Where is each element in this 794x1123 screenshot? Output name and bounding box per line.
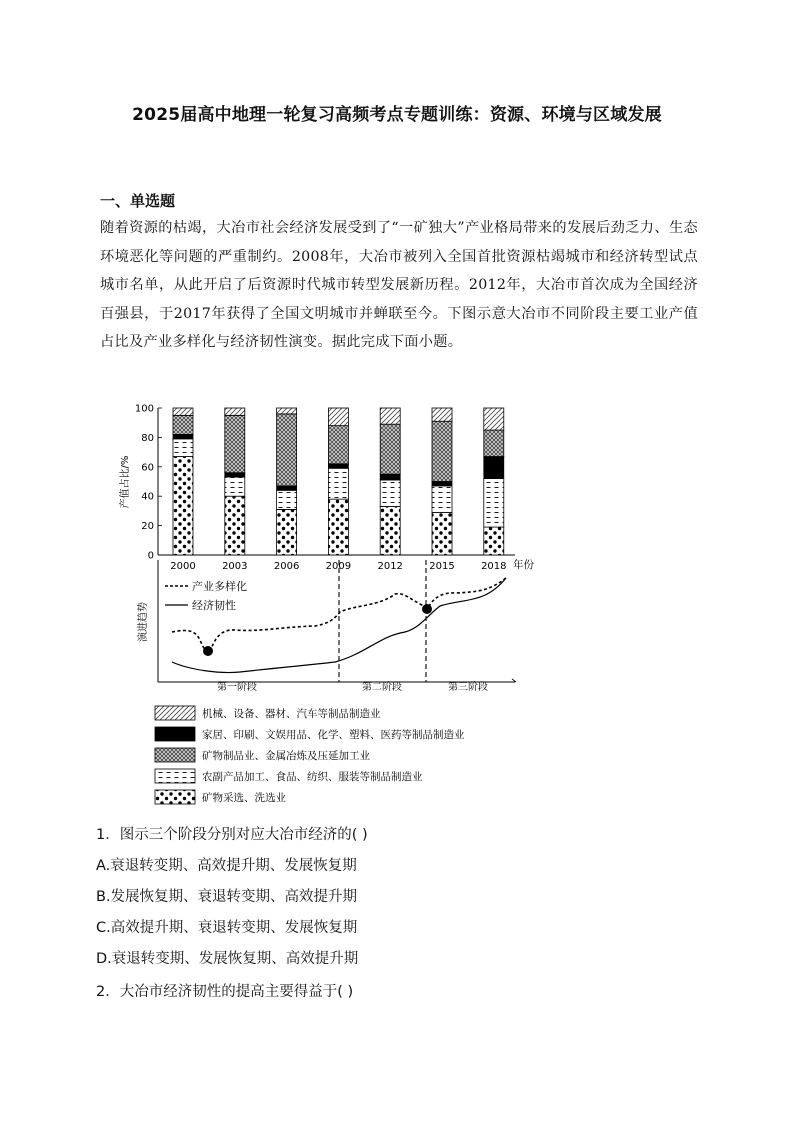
bar-segment <box>380 506 400 555</box>
x-tick-label: 2006 <box>273 561 300 572</box>
question-1-option-a: A.衰退转变期、高效提升期、发展恢复期 <box>96 858 357 874</box>
bar-segment <box>484 408 504 430</box>
bar-segment <box>328 468 348 499</box>
bar-segment <box>432 482 452 486</box>
bar-segment <box>380 474 400 480</box>
x-tick-labels <box>170 561 506 572</box>
y-tick-label: 80 <box>141 432 154 444</box>
bar-segment <box>225 415 245 472</box>
x-tick-label: 2000 <box>170 561 196 572</box>
diversification-low-point <box>203 646 213 656</box>
section-heading: 一、单选题 <box>100 192 176 210</box>
trend-panel <box>136 560 516 693</box>
page-title: 2025届高中地理一轮复习高频考点专题训练：资源、环境与区域发展 <box>132 105 662 125</box>
question-2-stem: 2．大冶市经济韧性的提高主要得益于( ) <box>96 984 354 1000</box>
y-tick-label: 40 <box>141 491 154 503</box>
bar-segment <box>328 408 348 426</box>
passage-text: 随着资源的枯竭，大冶市社会经济发展受到了“一矿独大”产业格局带来的发展后劲乏力、生态环境恶化等问题的严重制约。2008年，大冶市被列入全国首批资源枯竭城市和经济转型试点城市名单，从此开启了后资源时代城市转型发展新历程。2012年，大冶市首次成为全国经济百强县，于2017年获得了全国文明城市并蝉联至今。下图示意大冶市不同阶段主要工业产值占比及产业多样化与经济韧性演变。据此完成下面小题。 <box>100 220 698 350</box>
bar-segment <box>173 415 193 434</box>
bar-segment <box>432 421 452 481</box>
bar-segment <box>432 486 452 512</box>
legend-label-metallurgy: 矿物制品业、金属冶炼及压延加工业 <box>202 750 370 762</box>
bar-segment <box>484 430 504 456</box>
bar-segment <box>380 408 400 424</box>
y-axis-label: 产值占比/% <box>120 455 131 509</box>
bar-segment <box>484 457 504 479</box>
trend-legend-resilience: 经济韧性 <box>192 599 236 612</box>
bar-segment <box>484 479 504 528</box>
x-tick-label: 2018 <box>481 561 507 572</box>
x-tick-label: 2012 <box>377 561 403 572</box>
bar-segment <box>277 486 297 490</box>
bar-segment <box>225 408 245 415</box>
stage-label-3: 第三阶段 <box>448 682 488 693</box>
bar-segment <box>328 426 348 464</box>
trend-legend-diversification: 产业多样化 <box>192 580 247 593</box>
x-tick-label: 2015 <box>429 561 455 572</box>
bar-segment <box>328 464 348 468</box>
bar-segment <box>484 527 504 555</box>
stage-label-2: 第二阶段 <box>362 682 402 693</box>
y-tick-label: 60 <box>141 462 154 474</box>
bar-segment <box>380 424 400 474</box>
bar-segment <box>173 408 193 415</box>
stacked-bars <box>173 408 504 555</box>
bar-segment <box>277 414 297 486</box>
industry-legend <box>155 706 465 804</box>
bar-segment <box>225 496 245 555</box>
legend-label-mining: 矿物采选、洗选业 <box>202 792 286 804</box>
x-tick-label: 2003 <box>222 561 248 572</box>
bar-segment <box>173 434 193 438</box>
legend-label-household: 家居、印刷、文娱用品、化学、塑料、医药等制品制造业 <box>202 729 465 741</box>
bar-segment <box>328 499 348 555</box>
y-tick-label: 100 <box>134 403 154 415</box>
question-1-option-c: C.高效提升期、衰退转变期、发展恢复期 <box>96 920 358 936</box>
bar-segment <box>277 408 297 414</box>
bar-segment <box>225 477 245 496</box>
legend-label-machinery: 机械、设备、器材、汽车等制品制造业 <box>202 708 381 720</box>
y-tick-label: 0 <box>147 550 154 562</box>
legend-label-agri-processing: 农副产品加工、食品、纺织、服装等制品制造业 <box>202 771 423 783</box>
bar-segment <box>380 480 400 506</box>
bar-segment <box>173 439 193 457</box>
resilience-crossing-point <box>422 604 432 614</box>
x-tick-label: 2009 <box>325 561 352 572</box>
y-tick-label: 20 <box>141 521 154 533</box>
stage-label-1: 第一阶段 <box>217 682 257 693</box>
trend-y-label: 演进趋势 <box>138 602 149 642</box>
bar-segment <box>277 490 297 509</box>
bar-segment <box>277 509 297 555</box>
x-axis-label: 年份 <box>513 559 534 571</box>
question-1-option-d: D.衰退转变期、发展恢复期、高效提升期 <box>96 951 359 967</box>
bar-segment <box>432 512 452 555</box>
bar-segment <box>225 473 245 477</box>
industry-chart-figure <box>110 400 550 810</box>
question-1-stem: 1．图示三个阶段分别对应大冶市经济的( ) <box>96 827 368 843</box>
question-1-option-b: B.发展恢复期、衰退转变期、高效提升期 <box>96 889 358 905</box>
bar-segment <box>173 457 193 555</box>
bar-segment <box>432 408 452 421</box>
